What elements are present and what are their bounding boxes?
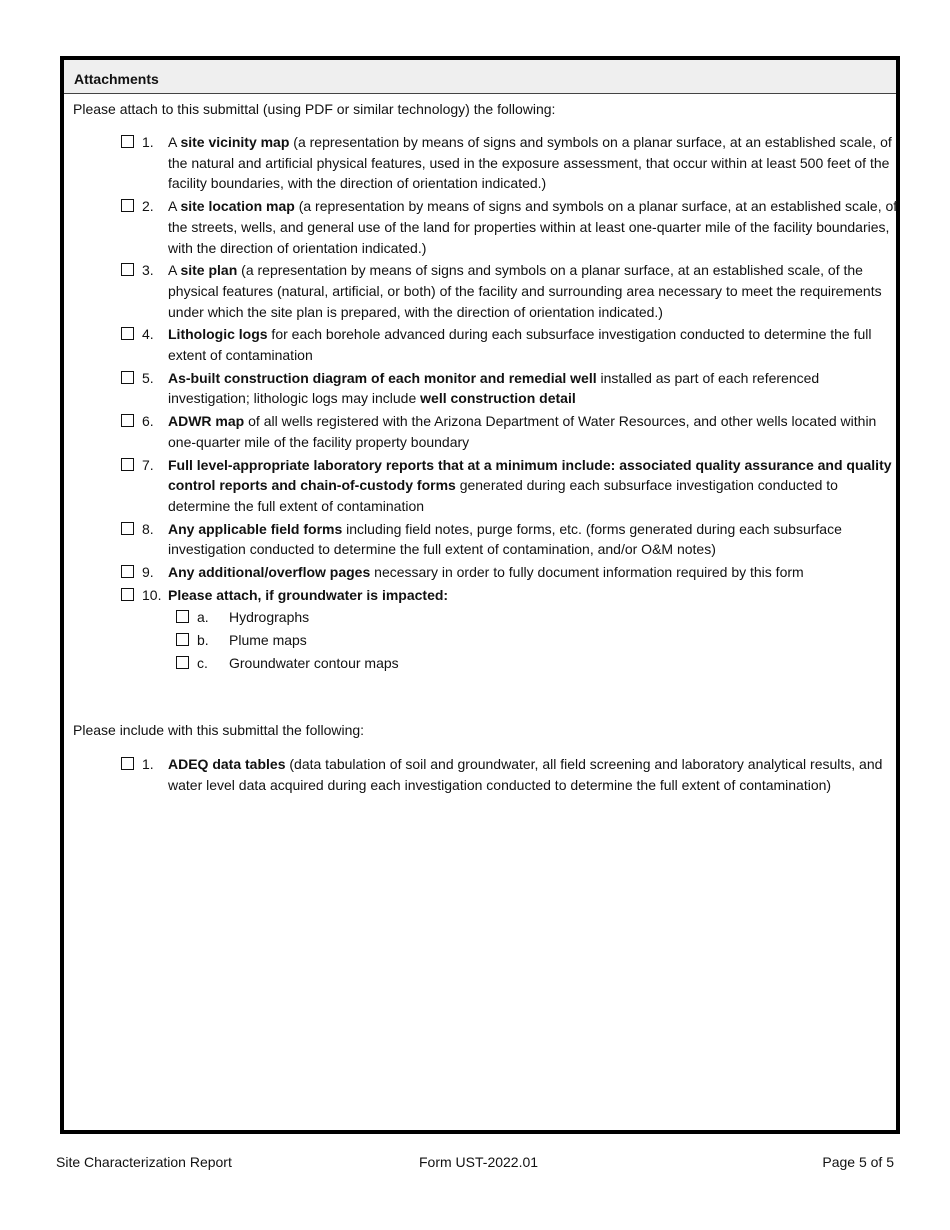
list-item: 6. ADWR map of all wells registered with the Arizona Department of Water Resources, and other wells located within one-quarter mile of the facility property boundary bbox=[121, 411, 901, 452]
sub-item-label: Groundwater contour maps bbox=[229, 654, 399, 671]
footer-page-number: Page 5 of 5 bbox=[822, 1154, 894, 1170]
list-item: 4. Lithologic logs for each borehole advanced during each subsurface investigation conducted to determine the full extent of contamination bbox=[121, 324, 901, 365]
checkbox[interactable] bbox=[176, 633, 189, 646]
include-list bbox=[121, 754, 901, 797]
list-item: 7. Full level-appropriate laboratory reports that at a minimum include: associated quality assurance and quality control reports and chain-of-custody forms generated during each subsurface investigation conducted to determine the full extent of contamination bbox=[121, 455, 901, 517]
checkbox[interactable] bbox=[121, 757, 134, 770]
list-item: 1. ADEQ data tables (data tabulation of soil and groundwater, all field screening and laboratory analytical results, and water level data acquired during each investigation conducted to determine the full extent of contamination) bbox=[121, 754, 901, 795]
list-item: 3. A site plan (a representation by means of signs and symbols on a planar surface, at an established scale, of the physical features (natural, artificial, or both) of the facility and surrounding area necessary to meet the requirements under which the site plan is prepared, with the direction of orientation indicated.) bbox=[121, 260, 901, 322]
footer-left: Site Characterization Report bbox=[56, 1154, 232, 1170]
checkbox[interactable] bbox=[121, 414, 134, 427]
attachment-list bbox=[121, 132, 901, 676]
list-item: 5. As-built construction diagram of each monitor and remedial well installed as part of each referenced investigation; lithologic logs may include well construction detail bbox=[121, 368, 901, 409]
sub-item-label: Hydrographs bbox=[229, 609, 310, 626]
checkbox[interactable] bbox=[121, 588, 134, 601]
checkbox[interactable] bbox=[121, 458, 134, 471]
list-item: 8. Any applicable field forms including field notes, purge forms, etc. (forms generated during each subsurface investigation conducted to determine the full extent of contamination, and/or O&M notes) bbox=[121, 519, 901, 560]
list-item: 2. A site location map (a representation by means of signs and symbols on a planar surface, at an established scale, of the streets, wells, and general use of the land for properties within at least one-quarter mile of the facility boundaries, with the direction of orientation indicated.) bbox=[121, 196, 901, 258]
sub-item: a. Hydrographs bbox=[176, 607, 901, 628]
checkbox[interactable] bbox=[121, 565, 134, 578]
section-title: Attachments bbox=[64, 60, 896, 94]
footer-center: Form UST-2022.01 bbox=[419, 1154, 539, 1170]
sub-item-label: Plume maps bbox=[229, 632, 307, 649]
attach-intro: Please attach to this submittal (using PDF or similar technology) the following: bbox=[73, 101, 556, 117]
sub-item: c. Groundwater contour maps bbox=[176, 653, 901, 674]
list-item: 1. A site vicinity map (a representation by means of signs and symbols on a planar surface, at an established scale, of the natural and artificial physical features, used in the exposure assessment, that occur within at least 500 feet of the facility boundaries, with the direction of orientation indicated.) bbox=[121, 132, 901, 194]
checkbox[interactable] bbox=[121, 371, 134, 384]
checkbox[interactable] bbox=[176, 610, 189, 623]
attachments-section bbox=[60, 56, 900, 1134]
checkbox[interactable] bbox=[121, 263, 134, 276]
checkbox[interactable] bbox=[121, 522, 134, 535]
list-item: 10. Please attach, if groundwater is impacted: bbox=[121, 585, 901, 606]
checkbox[interactable] bbox=[121, 199, 134, 212]
sub-item: b. Plume maps bbox=[176, 630, 901, 651]
checkbox[interactable] bbox=[121, 135, 134, 148]
include-intro: Please include with this submittal the following: bbox=[73, 722, 365, 738]
checkbox[interactable] bbox=[121, 327, 134, 340]
checkbox[interactable] bbox=[176, 656, 189, 669]
list-item: 9. Any additional/overflow pages necessary in order to fully document information required by this form bbox=[121, 562, 901, 583]
